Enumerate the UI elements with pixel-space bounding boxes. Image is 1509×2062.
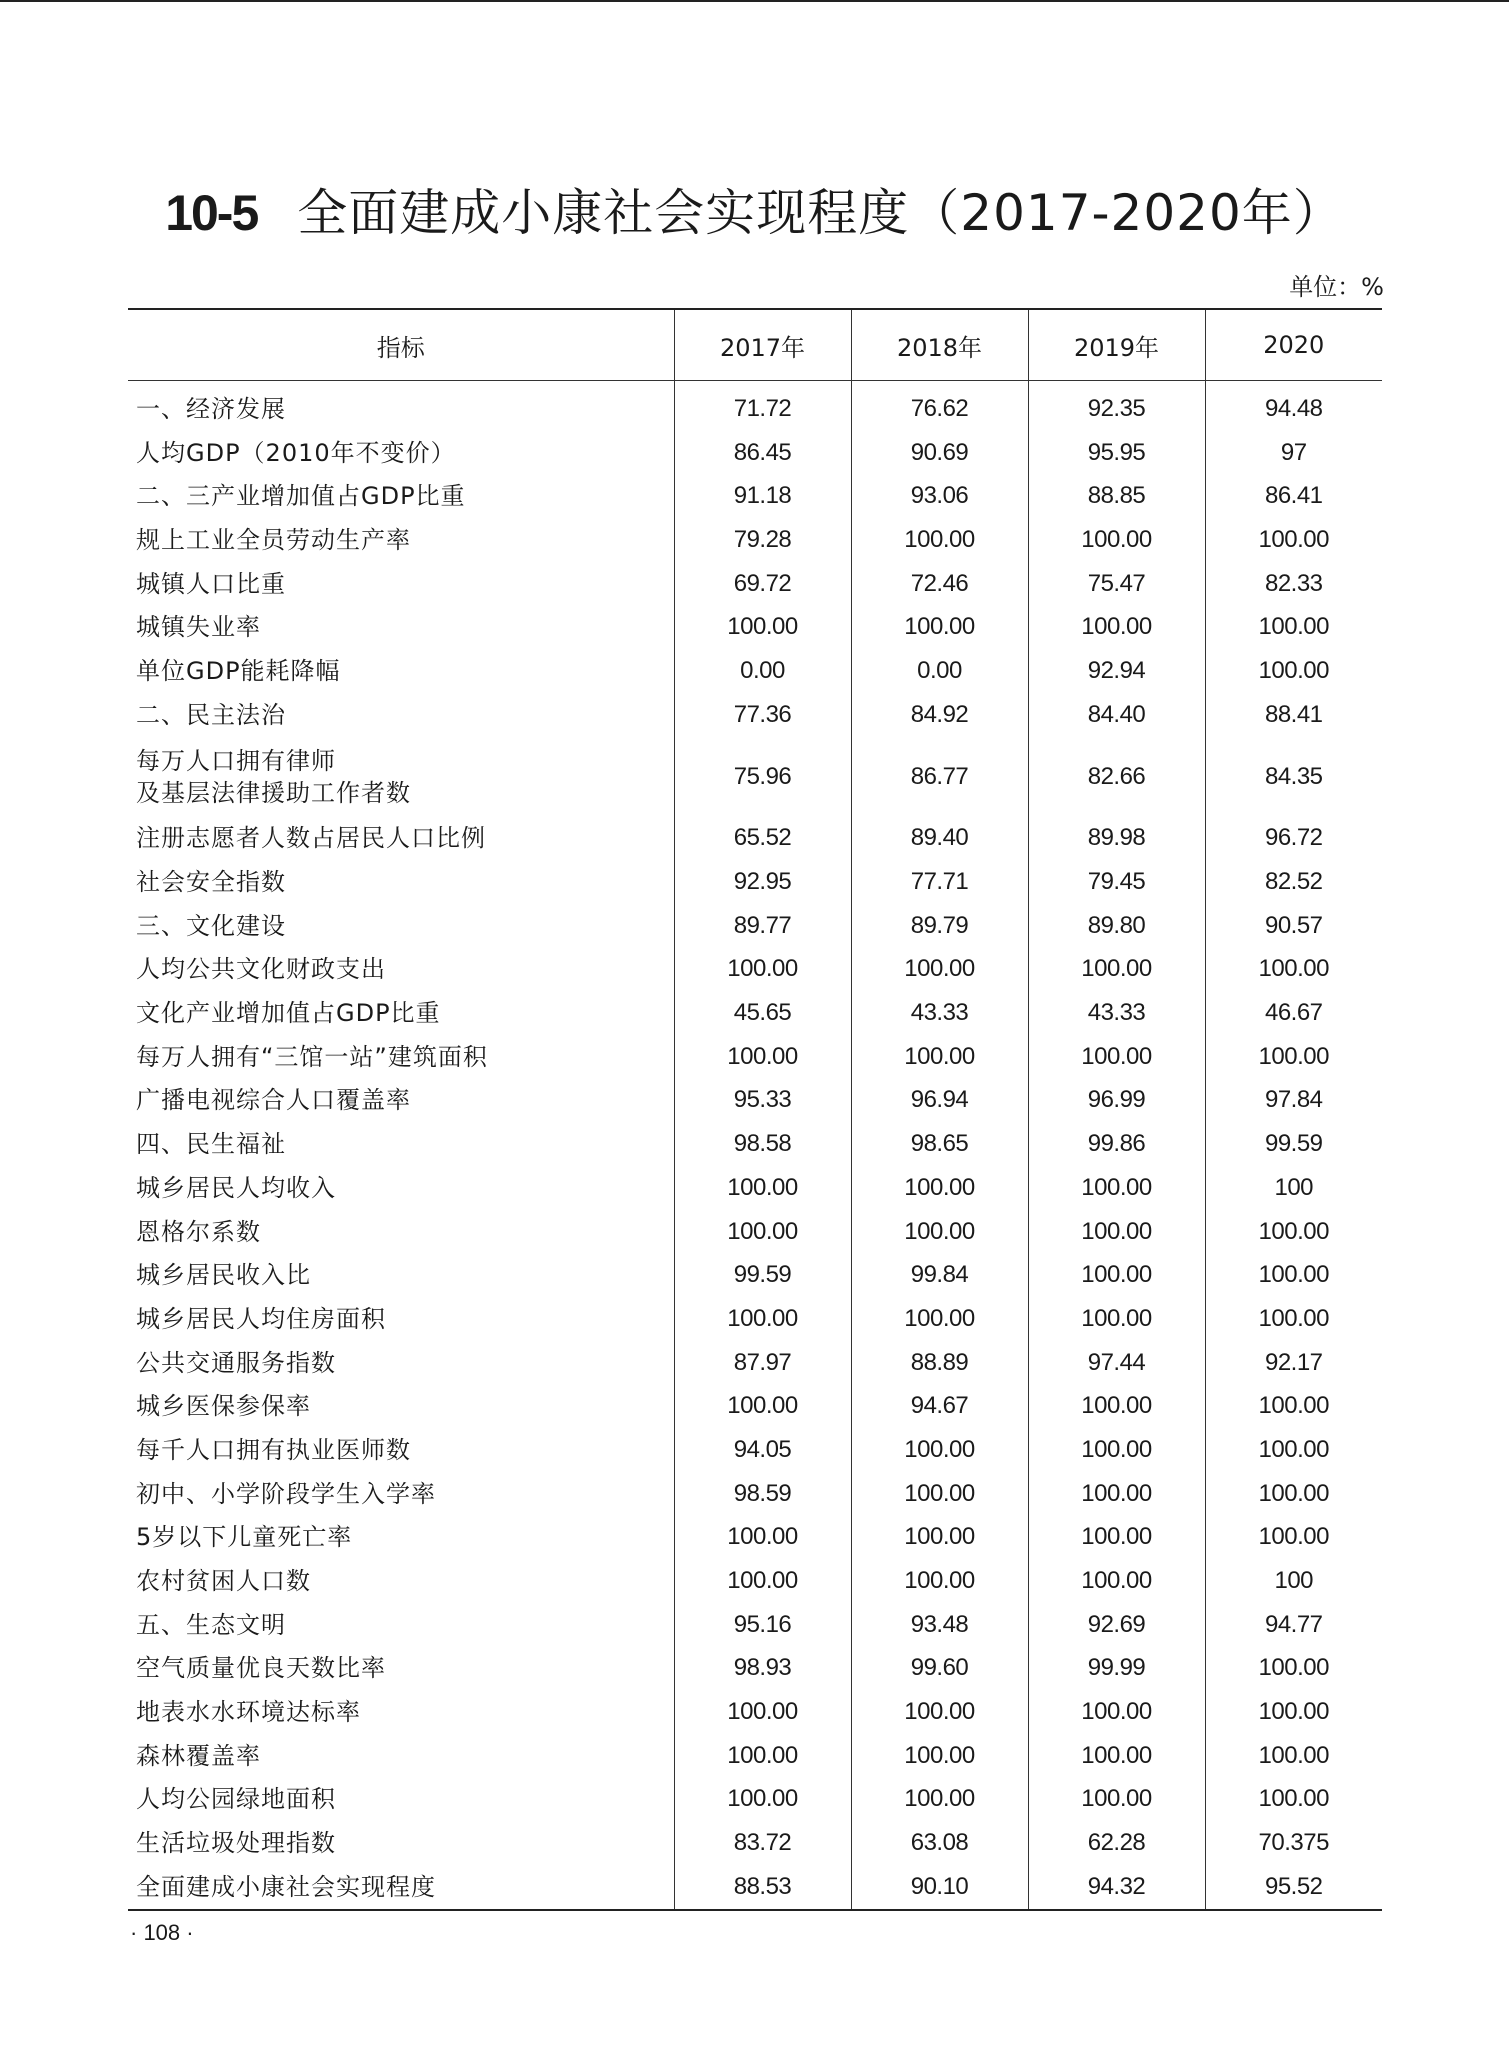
value-cell: 100.00	[1028, 1253, 1205, 1297]
table-row	[128, 562, 1382, 606]
value-cell: 86.41	[1205, 474, 1382, 518]
table-row	[128, 1253, 1382, 1297]
row-label: 二、民主法治	[136, 700, 286, 729]
table-row	[128, 1472, 1382, 1516]
value-cell: 98.93	[674, 1647, 851, 1691]
value-cell: 65.52	[674, 817, 851, 861]
row-label: 地表水水环境达标率	[136, 1698, 361, 1727]
value-cell: 90.69	[851, 431, 1028, 475]
value-cell: 93.48	[851, 1603, 1028, 1647]
table-row	[128, 1384, 1382, 1428]
table-row	[128, 518, 1382, 562]
value-cell: 84.40	[1028, 693, 1205, 737]
value-cell: 94.77	[1205, 1603, 1382, 1647]
table-row	[128, 1516, 1382, 1560]
value-cell: 100.00	[851, 518, 1028, 562]
value-cell: 96.72	[1205, 817, 1382, 861]
value-cell: 100.00	[1028, 1210, 1205, 1254]
table-header-row	[128, 309, 1382, 381]
row-label: 5岁以下儿童死亡率	[136, 1523, 353, 1552]
table-row	[128, 693, 1382, 737]
value-cell: 92.35	[1028, 381, 1205, 431]
row-label: 每千人口拥有执业医师数	[136, 1435, 411, 1464]
title-text: 全面建成小康社会实现程度（2017-2020年）	[297, 184, 1344, 242]
row-label: 初中、小学阶段学生入学率	[136, 1479, 436, 1508]
value-cell: 100.00	[1205, 1647, 1382, 1691]
value-cell: 100.00	[1205, 1472, 1382, 1516]
value-cell: 100.00	[674, 1384, 851, 1428]
value-cell: 100.00	[674, 1035, 851, 1079]
value-cell: 100.00	[674, 948, 851, 992]
table-row	[128, 605, 1382, 649]
value-cell: 100.00	[851, 1428, 1028, 1472]
header-indicator: 指标	[128, 309, 674, 381]
value-cell: 43.33	[851, 991, 1028, 1035]
value-cell: 100.00	[1205, 1253, 1382, 1297]
value-cell: 88.53	[674, 1865, 851, 1910]
value-cell: 100.00	[1028, 1690, 1205, 1734]
table-row	[128, 1341, 1382, 1385]
value-cell: 98.58	[674, 1122, 851, 1166]
value-cell: 100.00	[674, 605, 851, 649]
value-cell: 100.00	[1028, 1734, 1205, 1778]
table-row	[128, 1778, 1382, 1822]
value-cell: 100.00	[851, 1035, 1028, 1079]
table-row	[128, 1865, 1382, 1910]
value-cell: 75.96	[674, 737, 851, 817]
value-cell: 90.10	[851, 1865, 1028, 1910]
value-cell: 100.00	[1205, 649, 1382, 693]
table-row	[128, 817, 1382, 861]
value-cell: 100.00	[1028, 1778, 1205, 1822]
value-cell: 89.77	[674, 904, 851, 948]
value-cell: 63.08	[851, 1821, 1028, 1865]
row-label: 人均GDP（2010年不变价）	[136, 438, 456, 467]
row-label: 城乡居民人均收入	[136, 1173, 336, 1202]
row-label: 每万人拥有“三馆一站”建筑面积	[136, 1042, 488, 1071]
value-cell: 97.84	[1205, 1079, 1382, 1123]
value-cell: 99.59	[1205, 1122, 1382, 1166]
header-2020: 2020	[1205, 309, 1382, 381]
row-label: 全面建成小康社会实现程度	[136, 1872, 436, 1901]
unit-label: 单位：%	[1289, 273, 1384, 301]
value-cell: 100.00	[851, 948, 1028, 992]
value-cell: 99.99	[1028, 1647, 1205, 1691]
value-cell: 88.89	[851, 1341, 1028, 1385]
value-cell: 100.00	[1028, 1297, 1205, 1341]
value-cell: 94.48	[1205, 381, 1382, 431]
value-cell: 92.17	[1205, 1341, 1382, 1385]
table-row	[128, 1210, 1382, 1254]
table-row	[128, 1559, 1382, 1603]
table-row	[128, 1035, 1382, 1079]
value-cell: 91.18	[674, 474, 851, 518]
table-row	[128, 860, 1382, 904]
value-cell: 100	[1205, 1559, 1382, 1603]
value-cell: 0.00	[674, 649, 851, 693]
value-cell: 100.00	[851, 1734, 1028, 1778]
value-cell: 100.00	[674, 1734, 851, 1778]
row-label: 一、经济发展	[136, 394, 286, 423]
value-cell: 76.62	[851, 381, 1028, 431]
value-cell: 99.84	[851, 1253, 1028, 1297]
value-cell: 100.00	[1205, 605, 1382, 649]
value-cell: 97.44	[1028, 1341, 1205, 1385]
value-cell: 100.00	[1028, 1035, 1205, 1079]
table-row	[128, 1166, 1382, 1210]
value-cell: 100.00	[1205, 948, 1382, 992]
value-cell: 100.00	[1028, 1559, 1205, 1603]
value-cell: 100.00	[1028, 518, 1205, 562]
value-cell: 79.45	[1028, 860, 1205, 904]
value-cell: 43.33	[1028, 991, 1205, 1035]
value-cell: 0.00	[851, 649, 1028, 693]
value-cell: 100.00	[1205, 1384, 1382, 1428]
row-label: 四、民生福祉	[136, 1130, 286, 1159]
table-row	[128, 1428, 1382, 1472]
row-label: 生活垃圾处理指数	[136, 1829, 336, 1858]
value-cell: 100.00	[674, 1690, 851, 1734]
value-cell: 100.00	[674, 1210, 851, 1254]
row-label: 广播电视综合人口覆盖率	[136, 1086, 411, 1115]
value-cell: 100.00	[1028, 1384, 1205, 1428]
value-cell: 100.00	[851, 1297, 1028, 1341]
value-cell: 100.00	[1205, 1734, 1382, 1778]
value-cell: 100.00	[1205, 518, 1382, 562]
value-cell: 100.00	[1205, 1428, 1382, 1472]
value-cell: 87.97	[674, 1341, 851, 1385]
row-label: 注册志愿者人数占居民人口比例	[136, 824, 486, 853]
value-cell: 75.47	[1028, 562, 1205, 606]
row-label: 人均公共文化财政支出	[136, 955, 386, 984]
value-cell: 69.72	[674, 562, 851, 606]
value-cell: 93.06	[851, 474, 1028, 518]
value-cell: 92.95	[674, 860, 851, 904]
header-2017: 2017年	[674, 309, 851, 381]
row-label: 城镇失业率	[136, 613, 261, 642]
value-cell: 77.71	[851, 860, 1028, 904]
row-label: 五、生态文明	[136, 1610, 286, 1639]
value-cell: 94.32	[1028, 1865, 1205, 1910]
value-cell: 79.28	[674, 518, 851, 562]
table-number: 10-5	[165, 185, 258, 241]
row-label: 规上工业全员劳动生产率	[136, 525, 411, 554]
value-cell: 89.40	[851, 817, 1028, 861]
value-cell: 92.69	[1028, 1603, 1205, 1647]
value-cell: 100.00	[851, 605, 1028, 649]
value-cell: 100.00	[1205, 1297, 1382, 1341]
header-2019: 2019年	[1028, 309, 1205, 381]
table-body	[128, 381, 1382, 1910]
table-row	[128, 431, 1382, 475]
table-row	[128, 1734, 1382, 1778]
value-cell: 77.36	[674, 693, 851, 737]
value-cell: 98.65	[851, 1122, 1028, 1166]
value-cell: 95.16	[674, 1603, 851, 1647]
value-cell: 92.94	[1028, 649, 1205, 693]
value-cell: 83.72	[674, 1821, 851, 1865]
value-cell: 100.00	[1205, 1690, 1382, 1734]
value-cell: 100.00	[851, 1559, 1028, 1603]
value-cell: 100.00	[1205, 1035, 1382, 1079]
table-row	[128, 1821, 1382, 1865]
row-label: 恩格尔系数	[136, 1217, 261, 1246]
row-label: 人均公园绿地面积	[136, 1785, 336, 1814]
value-cell: 100.00	[851, 1166, 1028, 1210]
value-cell: 100.00	[674, 1516, 851, 1560]
value-cell: 70.375	[1205, 1821, 1382, 1865]
value-cell: 82.52	[1205, 860, 1382, 904]
value-cell: 95.95	[1028, 431, 1205, 475]
row-label: 社会安全指数	[136, 868, 286, 897]
value-cell: 100.00	[674, 1778, 851, 1822]
value-cell: 89.79	[851, 904, 1028, 948]
value-cell: 100.00	[851, 1472, 1028, 1516]
table-row	[128, 1690, 1382, 1734]
row-label: 城乡居民人均住房面积	[136, 1304, 386, 1333]
value-cell: 100.00	[1028, 1166, 1205, 1210]
value-cell: 82.33	[1205, 562, 1382, 606]
value-cell: 100.00	[674, 1166, 851, 1210]
value-cell: 100.00	[1028, 1516, 1205, 1560]
value-cell: 99.59	[674, 1253, 851, 1297]
value-cell: 99.60	[851, 1647, 1028, 1691]
value-cell: 72.46	[851, 562, 1028, 606]
row-label: 城镇人口比重	[136, 569, 286, 598]
table-row	[128, 948, 1382, 992]
value-cell: 86.45	[674, 431, 851, 475]
row-label: 城乡医保参保率	[136, 1392, 311, 1421]
value-cell: 100.00	[1028, 1472, 1205, 1516]
table-row	[128, 474, 1382, 518]
value-cell: 94.05	[674, 1428, 851, 1472]
value-cell: 84.92	[851, 693, 1028, 737]
value-cell: 100	[1205, 1166, 1382, 1210]
value-cell: 97	[1205, 431, 1382, 475]
row-label: 农村贫困人口数	[136, 1567, 311, 1596]
value-cell: 100.00	[851, 1516, 1028, 1560]
value-cell: 71.72	[674, 381, 851, 431]
value-cell: 86.77	[851, 737, 1028, 817]
row-label: 三、文化建设	[136, 911, 286, 940]
value-cell: 89.98	[1028, 817, 1205, 861]
table-row	[128, 1603, 1382, 1647]
header-2018: 2018年	[851, 309, 1028, 381]
value-cell: 100.00	[851, 1210, 1028, 1254]
value-cell: 96.99	[1028, 1079, 1205, 1123]
value-cell: 62.28	[1028, 1821, 1205, 1865]
value-cell: 82.66	[1028, 737, 1205, 817]
page-number: · 108 ·	[130, 1920, 194, 1945]
value-cell: 89.80	[1028, 904, 1205, 948]
value-cell: 100.00	[1205, 1210, 1382, 1254]
value-cell: 46.67	[1205, 991, 1382, 1035]
table-row	[128, 1297, 1382, 1341]
value-cell: 88.41	[1205, 693, 1382, 737]
table-row	[128, 649, 1382, 693]
value-cell: 88.85	[1028, 474, 1205, 518]
value-cell: 45.65	[674, 991, 851, 1035]
value-cell: 90.57	[1205, 904, 1382, 948]
row-label: 文化产业增加值占GDP比重	[136, 999, 441, 1028]
value-cell: 94.67	[851, 1384, 1028, 1428]
row-label: 森林覆盖率	[136, 1741, 261, 1770]
value-cell: 96.94	[851, 1079, 1028, 1123]
row-label: 二、三产业增加值占GDP比重	[136, 482, 466, 511]
page-top-rule	[0, 0, 1509, 2]
value-cell: 100.00	[674, 1559, 851, 1603]
row-label: 空气质量优良天数比率	[136, 1654, 386, 1683]
row-label: 单位GDP能耗降幅	[136, 656, 341, 685]
table-row	[128, 1122, 1382, 1166]
value-cell: 100.00	[674, 1297, 851, 1341]
value-cell: 98.59	[674, 1472, 851, 1516]
value-cell: 100.00	[1205, 1778, 1382, 1822]
page-title	[0, 178, 1509, 248]
row-label: 每万人口拥有律师 及基层法律援助工作者数	[136, 746, 411, 807]
value-cell: 100.00	[1205, 1516, 1382, 1560]
data-table	[128, 308, 1382, 1911]
table-row	[128, 991, 1382, 1035]
table-row	[128, 1079, 1382, 1123]
table-row	[128, 1647, 1382, 1691]
value-cell: 100.00	[1028, 605, 1205, 649]
value-cell: 100.00	[1028, 1428, 1205, 1472]
table-row	[128, 381, 1382, 431]
value-cell: 95.52	[1205, 1865, 1382, 1910]
row-label: 公共交通服务指数	[136, 1348, 336, 1377]
row-label: 城乡居民收入比	[136, 1261, 311, 1290]
table-row	[128, 737, 1382, 817]
value-cell: 84.35	[1205, 737, 1382, 817]
value-cell: 95.33	[674, 1079, 851, 1123]
value-cell: 100.00	[851, 1690, 1028, 1734]
table-row	[128, 904, 1382, 948]
value-cell: 100.00	[851, 1778, 1028, 1822]
value-cell: 99.86	[1028, 1122, 1205, 1166]
value-cell: 100.00	[1028, 948, 1205, 992]
